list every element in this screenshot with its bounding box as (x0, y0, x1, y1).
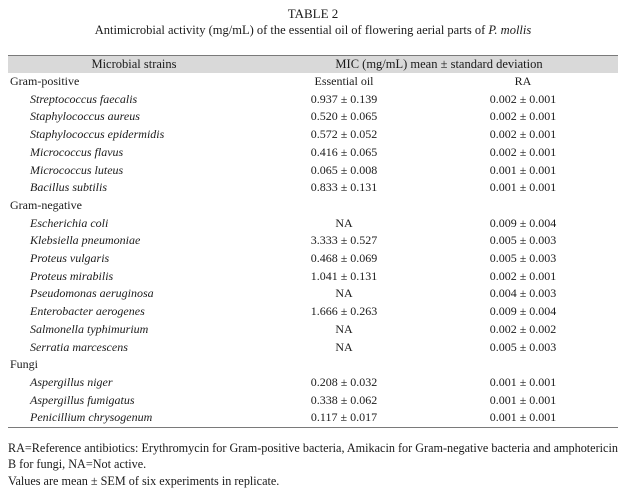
strain-name: Serratia marcescens (30, 339, 128, 354)
ra-value: 0.001 ± 0.001 (489, 162, 557, 177)
essential-oil-value: 0.468 ± 0.069 (310, 251, 378, 266)
group-row (8, 197, 618, 215)
empty-cell (260, 356, 428, 374)
mic-table (8, 55, 618, 428)
strain-name: Enterobacter aerogenes (30, 304, 145, 319)
strain-name: Penicillium chrysogenum (30, 410, 153, 425)
strain-name: Bacillus subtilis (30, 180, 108, 195)
ra-value: 0.002 ± 0.001 (489, 127, 557, 142)
table-row (8, 215, 618, 233)
table-header-row (8, 56, 618, 74)
empty-cell (428, 356, 618, 374)
essential-oil-value: 1.666 ± 0.263 (310, 304, 378, 319)
table-row (8, 392, 618, 410)
table-row (8, 179, 618, 197)
group-label: Gram-positive (10, 74, 80, 88)
subheader-essential-oil: Essential oil (314, 74, 374, 88)
table-body (8, 73, 618, 428)
essential-oil-value: 0.065 ± 0.008 (310, 162, 378, 177)
table-row (8, 91, 618, 109)
ra-value: 0.005 ± 0.003 (489, 251, 557, 266)
strain-name: Proteus mirabilis (30, 268, 114, 283)
mic-table-container (8, 55, 618, 428)
caption-text: Antimicrobial activity (mg/mL) of the essential oil of flowering aerial parts of (94, 23, 489, 37)
empty-cell (260, 197, 428, 215)
strain-name: Micrococcus luteus (30, 162, 124, 177)
strain-name: Salmonella typhimurium (30, 321, 149, 336)
rule-cell (428, 427, 618, 428)
table-row (8, 250, 618, 268)
strain-name: Escherichia coli (30, 215, 109, 230)
ra-value: 0.009 ± 0.004 (489, 304, 557, 319)
strain-name: Staphylococcus aureus (30, 109, 140, 124)
essential-oil-value: 0.937 ± 0.139 (310, 91, 378, 106)
table-row (8, 321, 618, 339)
strain-name: Streptococcus faecalis (30, 91, 138, 106)
essential-oil-value: NA (335, 339, 353, 354)
group-label: Fungi (10, 357, 39, 372)
essential-oil-value: 0.416 ± 0.065 (310, 144, 378, 159)
strain-name: Pseudomonas aeruginosa (30, 286, 154, 301)
essential-oil-value: 0.572 ± 0.052 (310, 127, 378, 142)
table-row (8, 374, 618, 392)
strain-name: Aspergillus niger (30, 374, 113, 389)
subheader-ra: RA (514, 74, 532, 88)
essential-oil-value: NA (335, 286, 353, 301)
table-row (8, 285, 618, 303)
essential-oil-value: 0.208 ± 0.032 (310, 374, 378, 389)
ra-value: 0.002 ± 0.001 (489, 268, 557, 283)
caption-species: P. mollis (488, 23, 532, 37)
table-row (8, 126, 618, 144)
ra-value: 0.001 ± 0.001 (489, 374, 557, 389)
empty-cell (428, 197, 618, 215)
header-mic: MIC (mg/mL) mean ± standard deviation (260, 56, 618, 74)
ra-value: 0.004 ± 0.003 (489, 286, 557, 301)
ra-value: 0.002 ± 0.001 (489, 144, 557, 159)
ra-value: 0.005 ± 0.003 (489, 233, 557, 248)
essential-oil-value: 0.520 ± 0.065 (310, 109, 378, 124)
essential-oil-value: 3.333 ± 0.527 (310, 233, 378, 248)
ra-value: 0.009 ± 0.004 (489, 215, 557, 230)
table-title: TABLE 2 (287, 6, 339, 21)
table-bottom-rule (8, 427, 618, 428)
strain-name: Staphylococcus epidermidis (30, 127, 165, 142)
table-row (8, 303, 618, 321)
footnote-abbreviations: RA=Reference antibiotics: Erythromycin for Gram-positive bacteria, Amikacin for Gram-negative bacteria and amphotericin B for fungi, NA=Not active. (8, 441, 618, 471)
table-row (8, 339, 618, 357)
ra-value: 0.005 ± 0.003 (489, 339, 557, 354)
ra-value: 0.001 ± 0.001 (489, 180, 557, 195)
table-row (8, 144, 618, 162)
strain-name: Aspergillus fumigatus (30, 392, 135, 407)
group-row (8, 356, 618, 374)
footnote-values: Values are mean ± SEM of six experiments in replicate. (8, 474, 280, 488)
essential-oil-value: 0.117 ± 0.017 (310, 410, 378, 425)
essential-oil-value: 0.833 ± 0.131 (310, 180, 378, 195)
group-label: Gram-negative (10, 197, 82, 212)
essential-oil-value: NA (335, 215, 353, 230)
rule-cell (260, 427, 428, 428)
essential-oil-value: NA (335, 321, 353, 336)
table-row (8, 108, 618, 126)
header-strains: Microbial strains (8, 56, 260, 74)
essential-oil-value: 1.041 ± 0.131 (310, 268, 378, 283)
ra-value: 0.002 ± 0.002 (489, 321, 557, 336)
ra-value: 0.001 ± 0.001 (489, 392, 557, 407)
strain-name: Klebsiella pneumoniae (30, 233, 141, 248)
strain-name: Micrococcus flavus (30, 144, 124, 159)
table-row (8, 268, 618, 286)
table-row (8, 409, 618, 427)
rule-cell (8, 427, 260, 428)
table-row (8, 232, 618, 250)
group-row (8, 73, 618, 91)
strain-name: Proteus vulgaris (30, 251, 110, 266)
ra-value: 0.002 ± 0.001 (489, 109, 557, 124)
ra-value: 0.001 ± 0.001 (489, 410, 557, 425)
essential-oil-value: 0.338 ± 0.062 (310, 392, 378, 407)
table-row (8, 162, 618, 180)
ra-value: 0.002 ± 0.001 (489, 91, 557, 106)
table-caption (0, 23, 626, 38)
